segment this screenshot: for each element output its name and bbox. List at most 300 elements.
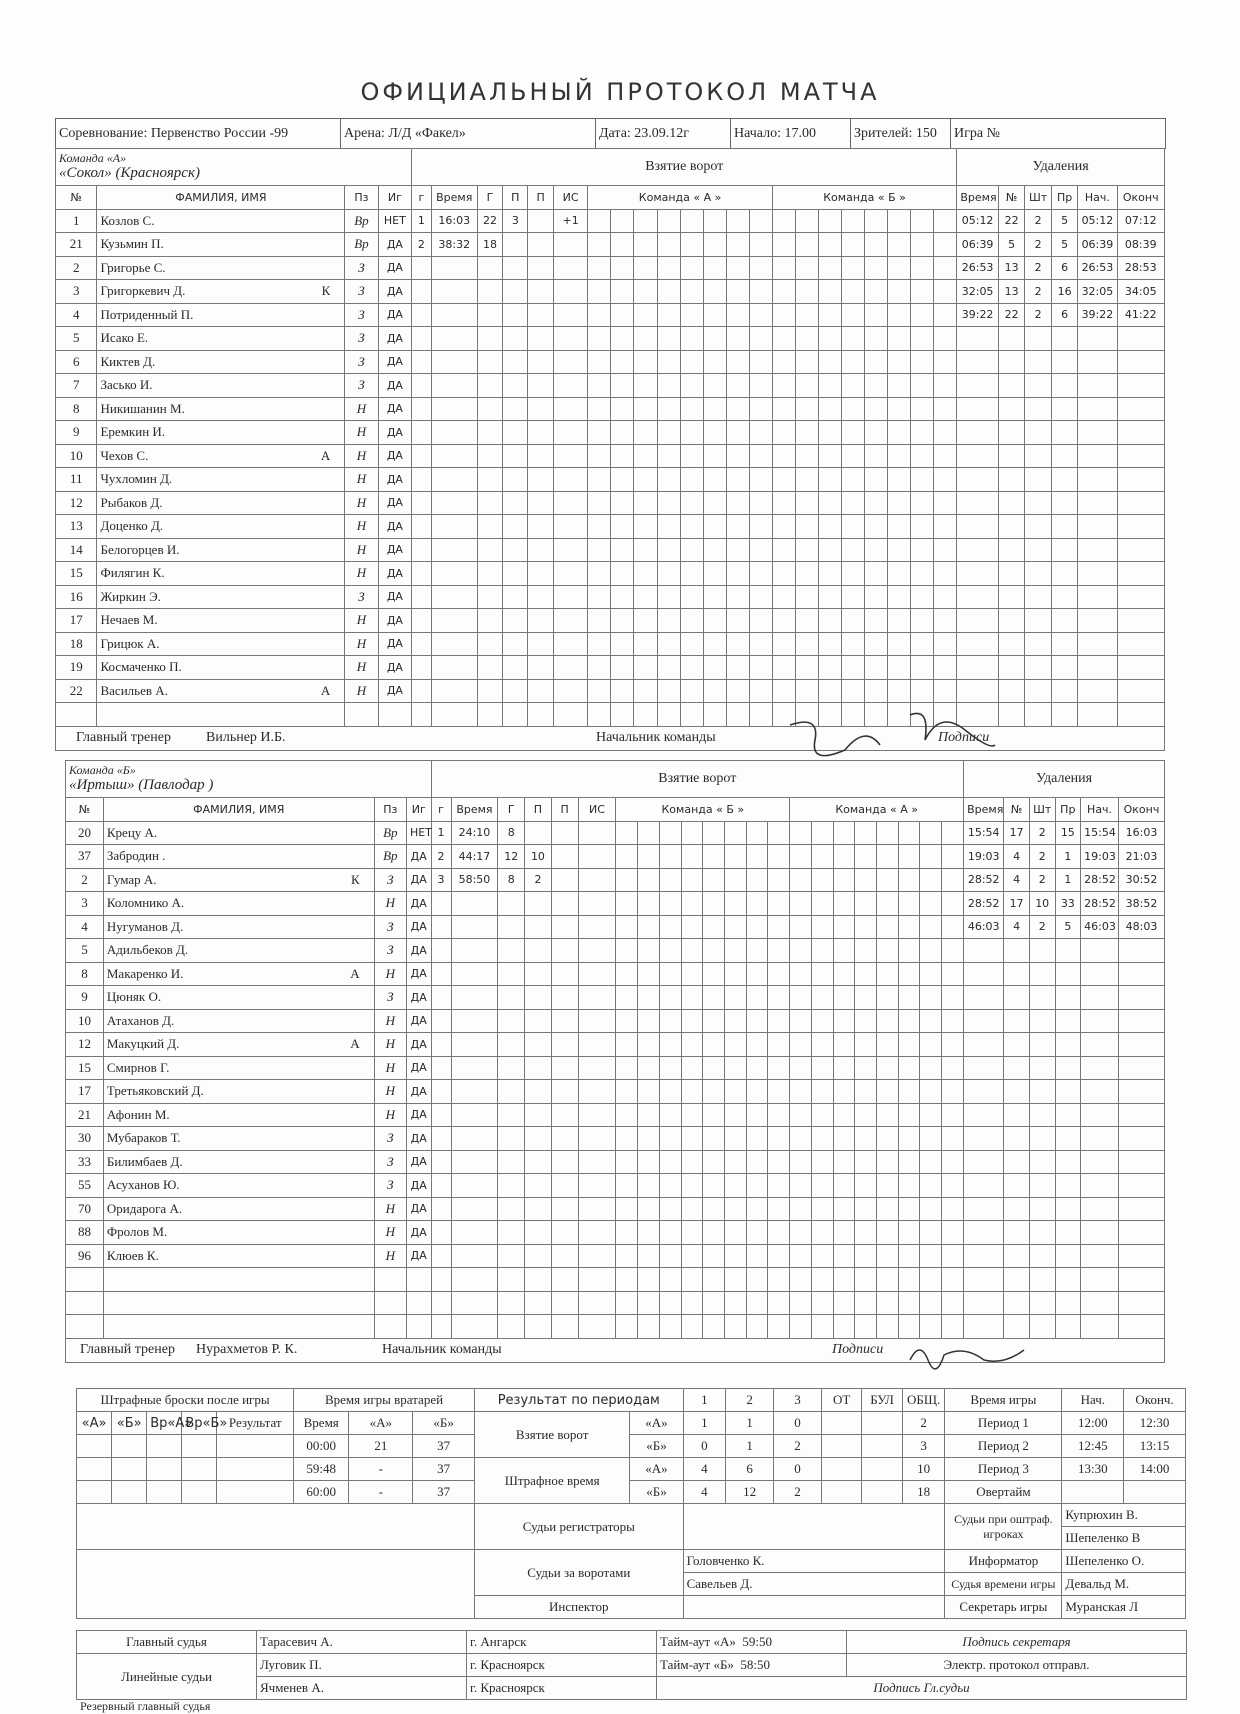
player-played: ДА: [378, 303, 411, 327]
player-role: А: [320, 447, 331, 463]
gt-row-1-start: 12:00: [1062, 1412, 1124, 1435]
player-position: Н: [345, 444, 378, 468]
gt-row-ot-label: Овертайм: [945, 1481, 1062, 1504]
team_a-hdr-pen_start: Нач.: [1078, 186, 1117, 210]
referees-table: [76, 1630, 1187, 1700]
player-position: Н: [374, 962, 406, 986]
penalty-no: 17: [1004, 821, 1030, 845]
gt-row-ot-end: [1124, 1481, 1186, 1504]
table-row: [56, 515, 1165, 539]
player-name-cell: [103, 986, 374, 1010]
player-number: 17: [56, 609, 97, 633]
player-name-cell: [103, 962, 374, 986]
player-role: А: [350, 965, 360, 981]
player-name: Гумар А.: [106, 871, 157, 887]
penalty-start: 46:03: [1081, 915, 1119, 939]
goalie-col-time: Время: [294, 1412, 349, 1435]
goal-G: 18: [477, 233, 502, 257]
penalty-pr: 33: [1055, 892, 1081, 916]
player-position: Н: [374, 1009, 406, 1033]
player-number: 7: [56, 374, 97, 398]
penalty-end: 16:03: [1119, 821, 1165, 845]
table-row: [66, 1197, 1165, 1221]
penalty-no: 17: [1004, 892, 1030, 916]
goals-a-tag: «А»: [630, 1412, 683, 1435]
player-name-cell: [103, 1221, 374, 1245]
gt-row-3-label: Период 3: [945, 1458, 1062, 1481]
team-b-signature-scribble: [905, 1335, 1045, 1375]
pim-b-p2: 12: [726, 1481, 774, 1504]
player-name-cell: [97, 233, 345, 257]
player-number: 17: [66, 1080, 104, 1104]
player-position: Вр: [345, 233, 378, 257]
player-number: 21: [66, 1103, 104, 1127]
team_b-hdr-col_pos: Пз: [374, 798, 406, 822]
player-played: ДА: [378, 632, 411, 656]
game-number: Игра №: [951, 119, 1166, 149]
team_a-team-name: «Сокол» (Красноярск): [59, 165, 200, 181]
goals-a-p1: 1: [683, 1412, 726, 1435]
player-name: Макаренко И.: [106, 965, 184, 981]
player-position: Н: [345, 538, 378, 562]
game-time-title: Время игры: [945, 1389, 1062, 1412]
player-played: ДА: [406, 1244, 431, 1268]
period-col-ot: ОТ: [821, 1389, 861, 1412]
goal-P1: 3: [503, 209, 528, 233]
player-name: Засько И.: [100, 377, 153, 393]
team-a-signatures-label: Подписи: [938, 729, 990, 745]
team_a-hdr-col_IS: ИС: [553, 186, 588, 210]
team-a-signature-scribble: [770, 695, 1030, 765]
player-number: 33: [66, 1150, 104, 1174]
penalty-start: 39:22: [1078, 303, 1117, 327]
player-name: Космаченко П.: [100, 659, 182, 675]
penalty-sht: 10: [1029, 892, 1055, 916]
penalty-end: 41:22: [1117, 303, 1165, 327]
goal-judge-1: Головченко К.: [683, 1550, 945, 1573]
player-name: Атаханов Д.: [106, 1012, 175, 1028]
team_b-label: Команда «Б»: [69, 763, 136, 777]
player-number: 30: [66, 1127, 104, 1151]
table-row: [66, 1009, 1165, 1033]
player-position: Н: [345, 421, 378, 445]
player-name-cell: [97, 679, 345, 703]
penalty-pr: 1: [1055, 845, 1081, 869]
goal-IS: [578, 821, 616, 845]
table-row: [66, 892, 1165, 916]
shootout-col-gb: Вр«Б»: [182, 1412, 217, 1435]
penalty-start: 28:52: [1081, 892, 1119, 916]
team_a-hdr-team-col-2: Команда « Б »: [772, 186, 957, 210]
player-name: Коломнико А.: [106, 895, 185, 911]
player-played: ДА: [378, 656, 411, 680]
period-col-3: 3: [774, 1389, 822, 1412]
player-name: Кузьмин П.: [100, 236, 164, 252]
game-time-start: Нач.: [1062, 1389, 1124, 1412]
player-role: К: [321, 283, 331, 299]
team_a-hdr-col_g: г: [412, 186, 432, 210]
player-number: 70: [66, 1197, 104, 1221]
penalty-time: 46:03: [964, 915, 1004, 939]
player-position: З: [374, 1174, 406, 1198]
team-b-section: [65, 760, 1165, 1363]
table-row: [56, 397, 1165, 421]
player-number: 22: [56, 679, 97, 703]
player-position: Н: [345, 562, 378, 586]
player-played: ДА: [378, 444, 411, 468]
player-name: Григорье С.: [100, 259, 166, 275]
penalty-time: 19:03: [964, 845, 1004, 869]
table-row: [66, 868, 1165, 892]
goals-a-p2: 1: [726, 1412, 774, 1435]
penalty-start: 26:53: [1078, 256, 1117, 280]
goal-g: 3: [431, 868, 451, 892]
penalty-end: 21:03: [1119, 845, 1165, 869]
team_b-hdr-col_play: Иг: [406, 798, 431, 822]
period-col-total: ОБЩ.: [902, 1389, 945, 1412]
player-name-cell: [97, 303, 345, 327]
goal-G: 8: [498, 868, 525, 892]
player-played: ДА: [406, 1080, 431, 1104]
player-played: ДА: [378, 585, 411, 609]
team_a-hdr-pen_sht: Шт: [1025, 186, 1052, 210]
gt-row-1-end: 12:30: [1124, 1412, 1186, 1435]
player-name: Билимбаев Д.: [106, 1153, 183, 1169]
player-position: З: [345, 303, 378, 327]
penalty-time: 28:52: [964, 868, 1004, 892]
player-number: 96: [66, 1244, 104, 1268]
player-position: Н: [374, 1197, 406, 1221]
player-name: Рыбаков Д.: [100, 494, 163, 510]
goalie-row-2-b: 37: [413, 1458, 475, 1481]
team_b-hdr-team-col-2: Команда « А »: [790, 798, 964, 822]
player-played: ДА: [378, 679, 411, 703]
player-position: З: [345, 327, 378, 351]
penalty-end: 30:52: [1119, 868, 1165, 892]
player-name: Чухломин Д.: [100, 471, 173, 487]
penalty-time: 05:12: [957, 209, 998, 233]
goal-time: 24:10: [451, 821, 498, 845]
timeout-b-label: Тайм-аут «Б»: [660, 1657, 734, 1672]
team_b-hdr-pen_start: Нач.: [1081, 798, 1119, 822]
team_b-hdr-col_time: Время: [451, 798, 498, 822]
player-name-cell: [97, 585, 345, 609]
player-name-cell: [97, 444, 345, 468]
player-name-cell: [97, 280, 345, 304]
player-position: Н: [345, 679, 378, 703]
pim-b-p3: 2: [774, 1481, 822, 1504]
penalty-no: 4: [1004, 915, 1030, 939]
player-name: Потриденный П.: [100, 306, 194, 322]
table-row: [56, 468, 1165, 492]
goal-time: 44:17: [451, 845, 498, 869]
table-row: [56, 209, 1165, 233]
penalty-pr: 6: [1051, 256, 1078, 280]
player-number: 2: [66, 868, 104, 892]
goal-P2: [528, 233, 553, 257]
player-position: З: [374, 986, 406, 1010]
goal-IS: [578, 845, 616, 869]
gt-row-1-label: Период 1: [945, 1412, 1062, 1435]
player-name-cell: [103, 1080, 374, 1104]
team-b-chief-label: Начальник команды: [382, 1341, 502, 1357]
gt-row-2-start: 12:45: [1062, 1435, 1124, 1458]
penalty-sht: 2: [1025, 256, 1052, 280]
player-position: З: [374, 868, 406, 892]
player-name-cell: [103, 892, 374, 916]
goal-P1: 10: [525, 845, 552, 869]
table-row: [56, 421, 1165, 445]
player-played: ДА: [378, 609, 411, 633]
table-row: [66, 939, 1165, 963]
informator-label: Информатор: [945, 1550, 1062, 1573]
goals-b-p1: 0: [683, 1435, 726, 1458]
player-position: Вр: [374, 821, 406, 845]
player-name: Мубараков Т.: [106, 1130, 181, 1146]
player-name-cell: [103, 1056, 374, 1080]
team-b-coach: Нурахметов Р. К.: [196, 1341, 298, 1357]
player-role: А: [320, 682, 331, 698]
player-number: 1: [56, 209, 97, 233]
player-name-cell: [103, 915, 374, 939]
shootout-title: Штрафные броски после игры: [77, 1389, 294, 1412]
team_b-hdr-pen_sht: Шт: [1029, 798, 1055, 822]
secretary-label: Секретарь игры: [945, 1596, 1062, 1619]
player-number: 9: [56, 421, 97, 445]
player-name: Жиркин Э.: [100, 588, 161, 604]
gt-row-ot-start: [1062, 1481, 1124, 1504]
team_b-hdr-col_IS: ИС: [578, 798, 616, 822]
player-number: 4: [66, 915, 104, 939]
goal-g: 2: [412, 233, 432, 257]
team_b-hdr-col_P2: П: [551, 798, 578, 822]
table-row: [66, 1056, 1165, 1080]
team-a-table: [55, 148, 1165, 727]
table-row: [66, 1244, 1165, 1268]
player-name: Смирнов Г.: [106, 1059, 170, 1075]
player-name: Григоркевич Д.: [100, 283, 186, 299]
player-number: 8: [56, 397, 97, 421]
goal-IS: [578, 868, 616, 892]
player-name: Васильев А.: [100, 682, 168, 698]
player-played: ДА: [406, 1174, 431, 1198]
goals-b-total: 3: [902, 1435, 945, 1458]
team_a-hdr-pen_end: Оконч: [1117, 186, 1165, 210]
penalty-pr: 5: [1051, 209, 1078, 233]
summary-section: [76, 1388, 1186, 1619]
penalty-pr: 5: [1051, 233, 1078, 257]
game-time-end: Оконч.: [1124, 1389, 1186, 1412]
player-played: ДА: [406, 1197, 431, 1221]
player-number: 15: [66, 1056, 104, 1080]
player-name: Грицюк А.: [100, 635, 160, 651]
chief-ref-signature-label: Подпись Гл.судьи: [657, 1677, 1187, 1700]
team_a-penalties-title: Удаления: [957, 149, 1165, 186]
pim-b-total: 18: [902, 1481, 945, 1504]
table-row: [66, 1103, 1165, 1127]
team_a-hdr-col_pos: Пз: [345, 186, 378, 210]
player-number: 5: [56, 327, 97, 351]
table-row: [56, 585, 1165, 609]
penalty-no: 5: [998, 233, 1025, 257]
player-name: Исако Е.: [100, 330, 149, 346]
table-row: [56, 632, 1165, 656]
goal-G: 22: [477, 209, 502, 233]
player-name-cell: [97, 491, 345, 515]
player-position: Н: [345, 397, 378, 421]
pim-a-p2: 6: [726, 1458, 774, 1481]
player-name: Филягин К.: [100, 565, 165, 581]
team_a-hdr-pen_time: Время: [957, 186, 998, 210]
inspector-label: Инспектор: [474, 1596, 683, 1619]
line-ref-2-city: г. Красноярск: [467, 1677, 657, 1700]
match-date: Дата: 23.09.12г: [596, 119, 731, 149]
player-played: ДА: [406, 1056, 431, 1080]
player-position: Н: [374, 1244, 406, 1268]
goal-g: 1: [431, 821, 451, 845]
player-name-cell: [103, 845, 374, 869]
player-position: Вр: [374, 845, 406, 869]
player-position: Н: [345, 491, 378, 515]
goalie-row-2-time: 59:48: [294, 1458, 349, 1481]
penalty-time: 28:52: [964, 892, 1004, 916]
timeout-b-value: 58:50: [740, 1657, 771, 1672]
player-played: ДА: [378, 327, 411, 351]
goal-P2: [528, 209, 553, 233]
team-b-coach-label: Главный тренер: [80, 1341, 175, 1357]
penalty-sht: 2: [1029, 915, 1055, 939]
line-refs-label: Линейные судьи: [77, 1654, 257, 1700]
table-row: [66, 1150, 1165, 1174]
goal-P1: 2: [525, 868, 552, 892]
goals-b-ot: [821, 1435, 861, 1458]
team_a-goals-title: Взятие ворот: [412, 149, 957, 186]
timekeeper-label: Судья времени игры: [945, 1573, 1062, 1596]
player-position: З: [374, 1127, 406, 1151]
penalty-sht: 2: [1025, 209, 1052, 233]
player-name: Макуцкий Д.: [106, 1036, 180, 1052]
player-position: Н: [374, 1080, 406, 1104]
player-played: ДА: [378, 374, 411, 398]
goalie-row-1-b: 37: [413, 1435, 475, 1458]
periods-title: Результат по периодам: [474, 1389, 683, 1412]
goalie-time-title: Время игры вратарей: [294, 1389, 475, 1412]
penalty-start: 19:03: [1081, 845, 1119, 869]
player-number: 12: [56, 491, 97, 515]
player-played: ДА: [378, 397, 411, 421]
team_b-penalties-title: Удаления: [964, 761, 1165, 798]
player-number: 3: [66, 892, 104, 916]
penalty-no: 13: [998, 256, 1025, 280]
player-name-cell: [97, 421, 345, 445]
pim-a-so: [862, 1458, 902, 1481]
team_b-hdr-pen_time: Время: [964, 798, 1004, 822]
player-position: З: [345, 350, 378, 374]
match-header: [55, 118, 1166, 149]
player-name: Афонин М.: [106, 1106, 170, 1122]
table-row: [66, 1221, 1165, 1245]
player-name-cell: [97, 656, 345, 680]
goalie-col-a: «А»: [349, 1412, 413, 1435]
player-played: ДА: [378, 233, 411, 257]
player-position: Вр: [345, 209, 378, 233]
team_b-hdr-pen_end: Оконч: [1119, 798, 1165, 822]
penalty-no: 22: [998, 303, 1025, 327]
pim-b-p1: 4: [683, 1481, 726, 1504]
team_a-label: Команда «А»: [59, 151, 127, 165]
player-played: ДА: [406, 1150, 431, 1174]
player-played: ДА: [406, 1009, 431, 1033]
table-row: [56, 538, 1165, 562]
table-row: [56, 233, 1165, 257]
team_a-hdr-col_no: №: [56, 186, 97, 210]
player-number: 88: [66, 1221, 104, 1245]
penalty-start: 05:12: [1078, 209, 1117, 233]
team_a-name-cell: [56, 149, 412, 186]
player-position: Н: [345, 632, 378, 656]
team-a-coach-label: Главный тренер: [76, 729, 171, 745]
spectators: Зрителей: 150: [851, 119, 951, 149]
team_a-hdr-pen_pr: Пр: [1051, 186, 1078, 210]
player-number: 8: [66, 962, 104, 986]
table-row: [66, 1127, 1165, 1151]
main-ref-city: г. Ангарск: [467, 1631, 657, 1654]
player-number: 10: [66, 1009, 104, 1033]
player-played: ДА: [378, 468, 411, 492]
summary-table: [76, 1388, 1186, 1619]
player-name-cell: [97, 515, 345, 539]
team_a-hdr-col_play: Иг: [378, 186, 411, 210]
penalty-end: 48:03: [1119, 915, 1165, 939]
goal-P2: [551, 868, 578, 892]
goals-b-so: [862, 1435, 902, 1458]
team_b-hdr-pen_pr: Пр: [1055, 798, 1081, 822]
goalie-col-b: «Б»: [413, 1412, 475, 1435]
player-played: НЕТ: [406, 821, 431, 845]
informator: Шепеленко О.: [1062, 1550, 1186, 1573]
player-position: Н: [374, 1033, 406, 1057]
team_b-name-cell: [66, 761, 432, 798]
table-row: [56, 374, 1165, 398]
penalty-pr: 5: [1055, 915, 1081, 939]
penalty-no: 22: [998, 209, 1025, 233]
penalty-time: 15:54: [964, 821, 1004, 845]
penalty-pr: 1: [1055, 868, 1081, 892]
goal-time: 16:03: [431, 209, 477, 233]
penalty-judge-2: Шепеленко В: [1062, 1527, 1186, 1550]
team_b-hdr-col_P1: П: [525, 798, 552, 822]
goals-b-p3: 2: [774, 1435, 822, 1458]
table-row: [56, 656, 1165, 680]
player-position: Н: [374, 1056, 406, 1080]
player-name-cell: [103, 821, 374, 845]
player-name: Еремкин И.: [100, 424, 166, 440]
player-played: ДА: [406, 1033, 431, 1057]
pim-b-tag: «Б»: [630, 1481, 683, 1504]
penalty-judge-1: Купрюхин В.: [1062, 1504, 1186, 1527]
player-number: 15: [56, 562, 97, 586]
player-name: Клюев К.: [106, 1247, 159, 1263]
main-ref: Тарасевич А.: [257, 1631, 467, 1654]
goal-time: 58:50: [451, 868, 498, 892]
team_b-hdr-col_name: ФАМИЛИЯ, ИМЯ: [103, 798, 374, 822]
table-row: [56, 491, 1165, 515]
penalty-end: 28:53: [1117, 256, 1165, 280]
goal-P2: [551, 821, 578, 845]
player-number: 19: [56, 656, 97, 680]
period-col-1: 1: [683, 1389, 726, 1412]
shootout-col-b: «Б»: [112, 1412, 147, 1435]
